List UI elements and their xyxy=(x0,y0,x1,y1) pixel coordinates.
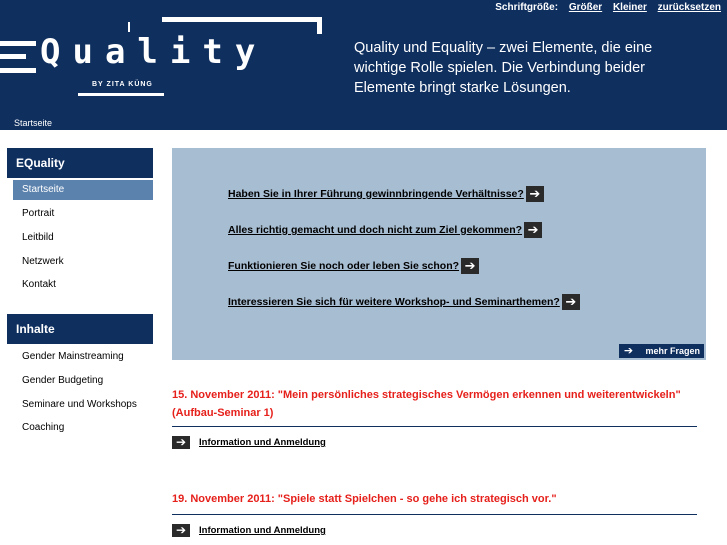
question-text[interactable]: Funktionieren Sie noch oder leben Sie schon? xyxy=(228,259,460,272)
arrow-right-icon[interactable]: ➔ xyxy=(461,258,479,274)
event-divider xyxy=(172,426,697,427)
font-size-controls xyxy=(489,2,721,13)
logo-wordmark: Quality xyxy=(40,32,268,72)
question-link[interactable] xyxy=(228,258,479,274)
arrow-right-icon: ➔ xyxy=(623,345,634,357)
questions-panel xyxy=(172,148,706,360)
nav-section-inhalte: Inhalte xyxy=(7,314,153,344)
event-title: 15. November 2011: "Mein persönliches strategisches Vermögen erkennen und weiterentwickeln" (Aufbau-Seminar 1) xyxy=(172,389,681,419)
logo-byline xyxy=(78,82,162,90)
breadcrumb[interactable]: Startseite xyxy=(14,118,53,128)
font-smaller-link[interactable]: Kleiner xyxy=(612,2,647,13)
event-info-link[interactable] xyxy=(172,436,326,449)
event-divider xyxy=(172,514,697,515)
question-link[interactable] xyxy=(228,222,542,238)
arrow-right-icon[interactable]: ➔ xyxy=(172,524,190,537)
event-info-label[interactable]: Information und Anmeldung xyxy=(199,525,326,536)
nav-item-portrait[interactable]: Portrait xyxy=(22,208,55,219)
arrow-right-icon[interactable]: ➔ xyxy=(524,222,542,238)
header-tagline: Quality und Equality – zwei Elemente, die eine wichtige Rolle spielen. Die Verbindung beider Elemente bringt starke Lösungen. xyxy=(354,40,653,96)
question-text[interactable]: Haben Sie in Ihrer Führung gewinnbringende Verhältnisse? xyxy=(228,187,524,200)
arrow-right-icon[interactable]: ➔ xyxy=(526,186,544,202)
nav-item-seminare-workshops[interactable]: Seminare und Workshops xyxy=(22,399,137,410)
question-text[interactable]: Alles richtig gemacht und doch nicht zum Ziel gekommen? xyxy=(228,223,523,236)
logo-frame-line xyxy=(317,17,322,34)
nav-item-gender-budgeting[interactable]: Gender Budgeting xyxy=(22,375,104,386)
more-questions-label: mehr Fragen xyxy=(645,346,700,356)
font-larger-link[interactable]: Größer xyxy=(568,2,603,13)
font-size-label: Schriftgröße: xyxy=(495,2,559,13)
question-text[interactable]: Interessieren Sie sich für weitere Workshop- und Seminarthemen? xyxy=(228,295,560,308)
question-link[interactable] xyxy=(228,294,580,310)
nav-item-leitbild[interactable]: Leitbild xyxy=(22,232,54,243)
nav-item-coaching[interactable]: Coaching xyxy=(22,422,65,433)
question-link[interactable] xyxy=(228,186,544,202)
nav-item-gender-mainstreaming[interactable]: Gender Mainstreaming xyxy=(22,351,124,362)
nav-section-equality: EQuality xyxy=(7,148,153,178)
nav-item-kontakt[interactable]: Kontakt xyxy=(22,279,56,290)
logo-tick xyxy=(128,22,130,32)
event-info-link[interactable] xyxy=(172,524,326,537)
logo-e-mark xyxy=(0,41,36,73)
logo-byline-text: BY ZITA KÜNG xyxy=(92,81,153,88)
nav-item-netzwerk[interactable]: Netzwerk xyxy=(22,256,64,267)
font-reset-link[interactable]: zurücksetzen xyxy=(657,2,721,13)
site-logo[interactable] xyxy=(0,14,330,104)
logo-frame-line xyxy=(162,17,322,22)
site-header xyxy=(0,0,727,130)
nav-item-startseite[interactable]: Startseite xyxy=(13,180,153,200)
arrow-right-icon[interactable]: ➔ xyxy=(172,436,190,449)
event-info-label[interactable]: Information und Anmeldung xyxy=(199,437,326,448)
more-questions-button[interactable] xyxy=(619,344,704,358)
event-title: 19. November 2011: "Spiele statt Spielchen - so gehe ich strategisch vor." xyxy=(172,493,557,505)
arrow-right-icon[interactable]: ➔ xyxy=(562,294,580,310)
